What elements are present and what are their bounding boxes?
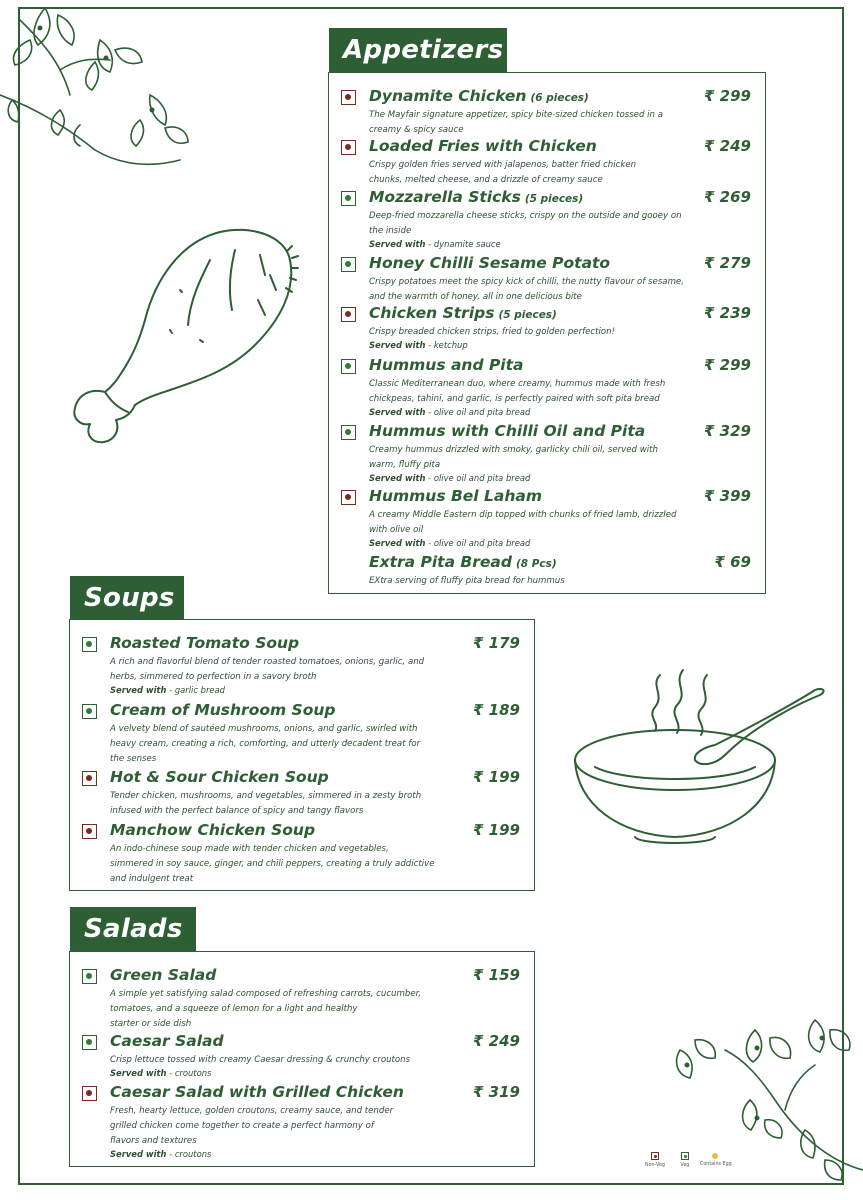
veg-icon	[82, 1035, 97, 1050]
menu-item	[70, 1032, 534, 1082]
menu-item	[329, 553, 765, 591]
legend-non-veg	[640, 1152, 670, 1168]
served-with-value: - dynamite sauce	[425, 239, 501, 249]
served-with-value: - olive oil and pita bread	[425, 538, 531, 548]
item-price: ₹ 159	[473, 966, 520, 984]
item-price: ₹ 199	[473, 768, 520, 786]
served-with	[369, 239, 501, 249]
veg-icon	[82, 704, 97, 719]
served-with	[110, 685, 225, 695]
item-name	[369, 422, 649, 440]
legend-egg	[700, 1152, 730, 1167]
item-title: Loaded Fries with Chicken	[369, 137, 597, 155]
non-veg-icon	[341, 490, 356, 505]
item-description: The Mayfair signature appetizer, spicy bite-sized chicken tossed in a creamy & spicy sauce	[369, 110, 663, 135]
served-with-label: Served with	[369, 239, 426, 249]
appetizers-heading: Appetizers	[329, 28, 507, 72]
item-price: ₹ 249	[704, 137, 751, 155]
served-with-value: - olive oil and pita bread	[425, 473, 531, 483]
item-title: Chicken Strips	[369, 304, 495, 322]
served-with	[369, 473, 530, 483]
menu-item	[329, 422, 765, 488]
veg-icon	[82, 637, 97, 652]
veg-icon	[341, 191, 356, 206]
menu-item	[70, 768, 534, 821]
item-description: Crispy potatoes meet the spicy kick of chilli, the nutty flavour of sesame, and the warmth of honey, all in one delicious bite	[369, 277, 684, 302]
item-description: Crispy breaded chicken strips, fried to golden perfection!	[369, 327, 616, 337]
item-title: Hummus and Pita	[369, 356, 524, 374]
legend-label: Non-Veg	[645, 1163, 665, 1168]
drumstick-illustration	[60, 220, 300, 470]
item-name: Hot & Sour Chicken Soup	[110, 768, 329, 786]
served-with-label: Served with	[110, 685, 167, 695]
non-veg-icon	[82, 771, 97, 786]
soups-heading: Soups	[70, 576, 184, 620]
item-price: ₹ 279	[704, 254, 751, 272]
item-description: An indo-chinese soup made with tender chicken and vegetables, simmered in soy sauce, ginger, and chili peppers, creating a truly addictive and indulgent treat	[110, 844, 435, 884]
non-veg-icon	[341, 307, 356, 322]
item-title: Honey Chilli Sesame Potato	[369, 254, 611, 272]
served-with	[110, 1149, 211, 1159]
appetizers-box	[328, 72, 766, 594]
served-with	[369, 407, 530, 417]
item-description: A rich and flavorful blend of tender roasted tomatoes, onions, garlic, and herbs, simmered to perfection in a savory broth	[110, 657, 425, 682]
item-description: A velvety blend of sautéed mushrooms, onions, and garlic, swirled with heavy cream, creating a rich, comforting, and utterly decadent treat for the senses	[110, 724, 421, 764]
item-name	[369, 188, 583, 206]
soups-box	[69, 619, 535, 891]
diet-legend	[640, 1152, 730, 1176]
veg-icon	[681, 1152, 689, 1160]
item-description: Creamy hummus drizzled with smoky, garlicky chili oil, served with warm, fluffy pita	[369, 445, 658, 470]
menu-item	[329, 137, 765, 187]
menu-item	[329, 254, 765, 304]
veg-icon	[82, 969, 97, 984]
item-qty: (5 pieces)	[524, 193, 584, 205]
item-name: Caesar Salad with Grilled Chicken	[110, 1083, 404, 1101]
item-description: Tender chicken, mushrooms, and vegetables, simmered in a zesty broth infused with the perfect balance of spicy and tangy flavors	[110, 791, 422, 816]
item-description: A simple yet satisfying salad composed of refreshing carrots, cucumber, tomatoes, and a squeeze of lemon for a light and healthy starter or side dish	[110, 989, 422, 1029]
egg-icon	[712, 1153, 718, 1159]
item-name	[369, 487, 546, 505]
menu-item	[70, 966, 534, 1032]
floral-decoration-top-left	[0, 0, 200, 180]
non-veg-icon	[341, 90, 356, 105]
veg-icon	[341, 257, 356, 272]
item-description: Crispy golden fries served with jalapenos, batter fried chicken chunks, melted cheese, and a drizzle of creamy sauce	[369, 160, 637, 185]
item-price: ₹ 269	[704, 188, 751, 206]
item-price: ₹ 239	[704, 304, 751, 322]
served-with-label: Served with	[110, 1068, 167, 1078]
legend-label: Veg	[680, 1163, 690, 1168]
served-with-value: - olive oil and pita bread	[425, 407, 531, 417]
menu-item	[70, 634, 534, 700]
menu-item	[329, 487, 765, 553]
served-with-value: - croutons	[166, 1068, 212, 1078]
served-with-value: - croutons	[166, 1149, 212, 1159]
item-name	[369, 304, 557, 322]
item-name: Cream of Mushroom Soup	[110, 701, 336, 719]
item-price: ₹ 249	[473, 1032, 520, 1050]
item-price: ₹ 329	[704, 422, 751, 440]
item-qty: (8 Pcs)	[515, 558, 557, 570]
menu-item	[329, 304, 765, 356]
item-description: A creamy Middle Eastern dip topped with chunks of fried lamb, drizzled with olive oil	[369, 510, 677, 535]
legend-veg	[670, 1152, 700, 1168]
item-qty: (6 pieces)	[530, 92, 589, 104]
served-with-value: - ketchup	[425, 340, 468, 350]
item-name	[369, 87, 589, 105]
item-title: Hummus Bel Laham	[369, 487, 542, 505]
item-price: ₹ 69	[714, 553, 751, 571]
item-name: Roasted Tomato Soup	[110, 634, 300, 652]
item-description: Fresh, hearty lettuce, golden croutons, creamy sauce, and tender grilled chicken come together to create a perfect harmony of flavors and textures	[110, 1106, 394, 1146]
served-with-label: Served with	[369, 340, 426, 350]
salads-heading: Salads	[70, 907, 196, 951]
item-price: ₹ 179	[473, 634, 520, 652]
served-with-label: Served with	[369, 538, 426, 548]
item-name	[369, 356, 528, 374]
menu-item	[70, 1083, 534, 1165]
item-title: Extra Pita Bread	[369, 553, 512, 571]
item-title: Mozzarella Sticks	[369, 188, 521, 206]
item-title: Dynamite Chicken	[369, 87, 527, 105]
served-with	[369, 538, 530, 548]
non-veg-icon	[82, 824, 97, 839]
item-description: Crisp lettuce tossed with creamy Caesar dressing & crunchy croutons	[110, 1055, 411, 1065]
non-veg-icon	[82, 1086, 97, 1101]
served-with-value: - garlic bread	[166, 685, 225, 695]
menu-item	[70, 821, 534, 889]
item-price: ₹ 299	[704, 356, 751, 374]
menu-item	[329, 356, 765, 422]
item-price: ₹ 319	[473, 1083, 520, 1101]
salads-box	[69, 951, 535, 1167]
soup-bowl-illustration	[565, 665, 830, 850]
item-name: Manchow Chicken Soup	[110, 821, 316, 839]
item-price: ₹ 199	[473, 821, 520, 839]
item-description: EXtra serving of fluffy pita bread for hummus	[369, 576, 565, 586]
item-qty: (5 pieces)	[498, 309, 557, 321]
item-name	[369, 254, 614, 272]
item-name: Green Salad	[110, 966, 217, 984]
item-name	[369, 137, 601, 155]
menu-item	[329, 87, 765, 137]
non-veg-icon	[651, 1152, 659, 1160]
served-with-label: Served with	[369, 407, 426, 417]
veg-icon	[341, 359, 356, 374]
item-description: Deep-fried mozzarella cheese sticks, crispy on the outside and gooey on the inside	[369, 211, 682, 236]
item-title: Hummus with Chilli Oil and Pita	[369, 422, 646, 440]
item-price: ₹ 399	[704, 487, 751, 505]
served-with-label: Served with	[110, 1149, 167, 1159]
item-name	[369, 553, 557, 571]
menu-item	[329, 188, 765, 254]
served-with	[369, 340, 468, 350]
veg-icon	[341, 425, 356, 440]
served-with	[110, 1068, 211, 1078]
item-price: ₹ 189	[473, 701, 520, 719]
menu-item	[70, 701, 534, 768]
legend-label: Contains Egg	[700, 1162, 732, 1167]
item-description: Classic Mediterranean duo, where creamy, hummus made with fresh chickpeas, tahini, and garlic, is perfectly paired with soft pita bread	[369, 379, 666, 404]
served-with-label: Served with	[369, 473, 426, 483]
non-veg-icon	[341, 140, 356, 155]
item-name: Caesar Salad	[110, 1032, 224, 1050]
item-price: ₹ 299	[704, 87, 751, 105]
